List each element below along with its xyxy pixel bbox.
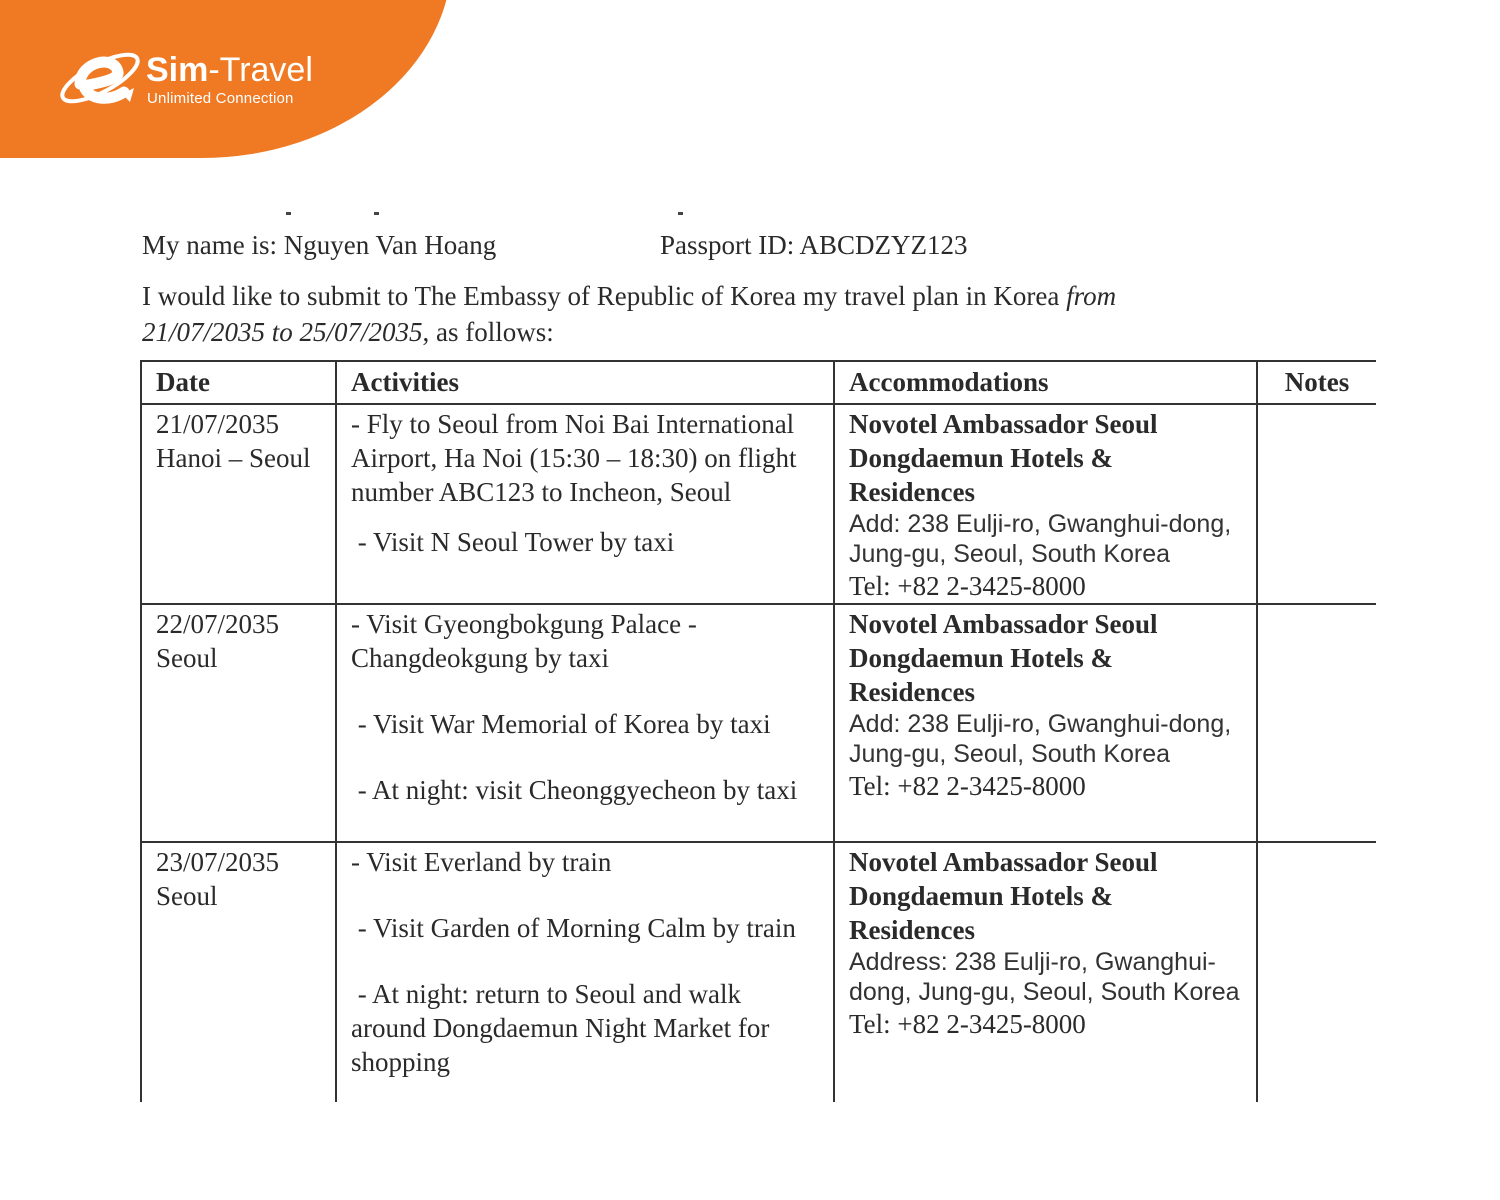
hotel-phone: Tel: +82 2-3425-8000 xyxy=(849,571,1086,601)
itinerary-table-wrapper xyxy=(140,360,1376,1102)
brand-name-part2: -Travel xyxy=(208,51,313,89)
brand-tagline: Unlimited Connection xyxy=(147,90,294,107)
notes-cell xyxy=(1257,404,1376,604)
activity-item: - At night: return to Seoul and walk around Dongdaemun Night Market for shopping xyxy=(351,979,777,1077)
activity-item: - Visit War Memorial of Korea by taxi xyxy=(351,709,771,739)
notes-cell xyxy=(1257,842,1376,1102)
passport-id: Passport ID: ABCDZYZ123 xyxy=(660,230,968,260)
row-date: 22/07/2035 xyxy=(156,609,280,639)
hotel-phone: Tel: +82 2-3425-8000 xyxy=(849,771,1086,801)
applicant-name: My name is: Nguyen Van Hoang xyxy=(142,230,497,260)
row-place: Seoul xyxy=(156,643,218,673)
hotel-name: Novotel Ambassador Seoul Dongdaemun Hotels & Residences xyxy=(849,409,1158,507)
row-date: 21/07/2035 xyxy=(156,409,280,439)
activity-item: - Visit Everland by train xyxy=(351,847,612,877)
hotel-name: Novotel Ambassador Seoul Dongdaemun Hotels & Residences xyxy=(849,847,1158,945)
brand-name xyxy=(146,50,313,90)
itinerary-table xyxy=(140,360,1376,1102)
intro-line1-italic: from xyxy=(1066,281,1117,311)
accommodation-cell xyxy=(834,604,1257,842)
accommodation-cell xyxy=(834,404,1257,604)
header-date: Date xyxy=(141,361,336,404)
date-cell xyxy=(141,404,336,604)
accommodation-cell xyxy=(834,842,1257,1102)
table-row xyxy=(141,404,1376,604)
hotel-address: Add: 238 Eulji-ro, Gwanghui-dong, Jung-gu, Seoul, South Korea xyxy=(849,510,1232,568)
row-date: 23/07/2035 xyxy=(156,847,280,877)
header-activities: Activities xyxy=(336,361,834,404)
header-accommodations: Accommodations xyxy=(834,361,1257,404)
table-header-row xyxy=(141,361,1376,404)
hotel-name: Novotel Ambassador Seoul Dongdaemun Hotels & Residences xyxy=(849,609,1158,707)
table-row xyxy=(141,842,1376,1102)
activity-item: - Visit Gyeongbokgung Palace - Changdeokgung by taxi xyxy=(351,609,697,673)
date-cell xyxy=(141,604,336,842)
intro-line2-text: , as follows: xyxy=(422,317,554,347)
hotel-phone: Tel: +82 2-3425-8000 xyxy=(849,1009,1086,1039)
activities-cell xyxy=(336,842,834,1102)
activities-cell xyxy=(336,404,834,604)
activity-item: - At night: visit Cheonggyecheon by taxi xyxy=(351,775,798,805)
cropped-text-remnant xyxy=(280,204,700,218)
intro-date-range: 21/07/2035 to 25/07/2035 xyxy=(142,317,423,347)
date-cell xyxy=(141,842,336,1102)
row-place: Seoul xyxy=(156,881,218,911)
header-notes: Notes xyxy=(1257,361,1376,404)
intro-paragraph xyxy=(142,278,1116,350)
hotel-address: Add: 238 Eulji-ro, Gwanghui-dong, Jung-gu, Seoul, South Korea xyxy=(849,710,1232,768)
sim-travel-logo-icon xyxy=(52,32,148,122)
activity-item: - Visit Garden of Morning Calm by train xyxy=(351,913,796,943)
activities-cell xyxy=(336,604,834,842)
notes-cell xyxy=(1257,604,1376,842)
table-row xyxy=(141,604,1376,842)
activity-item: - Fly to Seoul from Noi Bai International Airport, Ha Noi (15:30 – 18:30) on flight number ABC123 to Incheon, Seoul xyxy=(351,409,797,507)
intro-line1-text: I would like to submit to The Embassy of Republic of Korea my travel plan in Korea xyxy=(142,281,1067,311)
row-place: Hanoi – Seoul xyxy=(156,443,311,473)
activity-item: - Visit N Seoul Tower by taxi xyxy=(351,527,675,557)
hotel-address: Address: 238 Eulji-ro, Gwanghui-dong, Jung-gu, Seoul, South Korea xyxy=(849,948,1240,1006)
brand-name-part1: Sim xyxy=(146,51,209,89)
